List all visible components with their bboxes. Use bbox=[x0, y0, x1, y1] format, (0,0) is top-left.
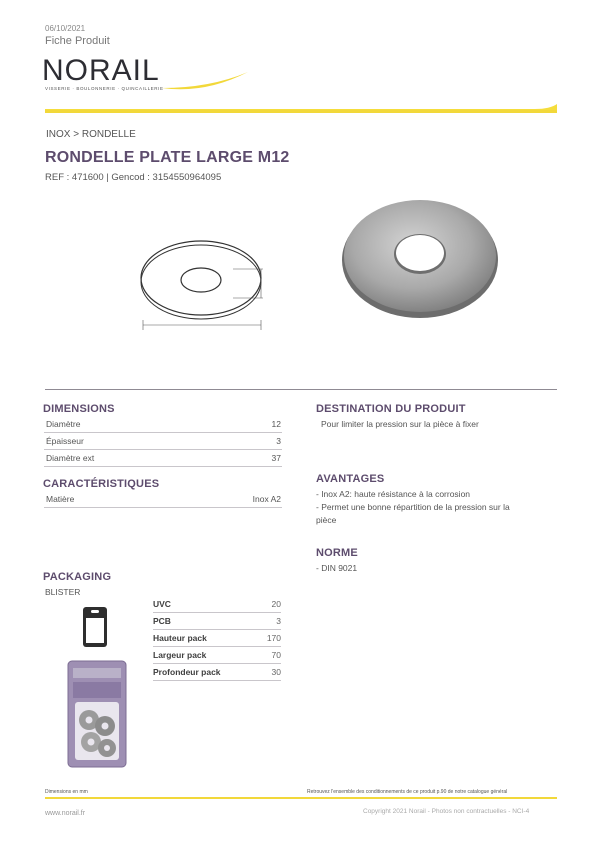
caracteristiques-table bbox=[44, 491, 282, 508]
avantages-title: AVANTAGES bbox=[316, 473, 385, 485]
norme-item: - DIN 9021 bbox=[316, 563, 358, 573]
catalogue-note: Retrouvez l'ensemble des conditionnements de ce produit p.90 de notre catalogue général bbox=[307, 789, 508, 795]
norail-logo bbox=[42, 54, 247, 98]
norme-title: NORME bbox=[316, 547, 358, 559]
packaging-row-profondeur bbox=[153, 664, 281, 681]
dimensions-note: Dimensions en mm bbox=[45, 789, 88, 795]
avantage-item-1: - Inox A2: haute résistance à la corrosion bbox=[316, 489, 471, 499]
dimension-row-epaisseur bbox=[44, 433, 282, 450]
packaging-row-pcb bbox=[153, 613, 281, 630]
row-value: 3 bbox=[276, 436, 281, 446]
header-accent-bar bbox=[45, 104, 557, 113]
caracteristique-row-matiere bbox=[44, 491, 282, 508]
packaging-title: PACKAGING bbox=[43, 571, 112, 583]
row-label: Diamètre bbox=[46, 419, 81, 429]
copyright-text: Copyright 2021 Norail - Photos non contractuelles - NCI-4 bbox=[363, 808, 530, 815]
row-label: Profondeur pack bbox=[153, 667, 221, 677]
section-divider bbox=[45, 389, 557, 390]
product-title: RONDELLE PLATE LARGE M12 bbox=[45, 149, 290, 166]
row-value: 12 bbox=[271, 419, 281, 429]
logo-wordmark: NORAIL bbox=[42, 54, 160, 87]
breadcrumb: INOX > RONDELLE bbox=[46, 129, 136, 140]
website-link[interactable]: www.norail.fr bbox=[45, 810, 86, 817]
packaging-table bbox=[153, 596, 281, 681]
row-value: 37 bbox=[271, 453, 281, 463]
destination-title: DESTINATION DU PRODUIT bbox=[316, 403, 466, 415]
blister-pack-icon bbox=[82, 606, 108, 648]
row-value: Inox A2 bbox=[252, 494, 281, 504]
packaging-row-hauteur bbox=[153, 630, 281, 647]
row-value: 70 bbox=[271, 650, 281, 660]
row-value: 3 bbox=[276, 616, 281, 626]
row-value: 30 bbox=[271, 667, 281, 677]
destination-text: Pour limiter la pression sur la pièce à fixer bbox=[321, 419, 479, 429]
packaging-row-uvc bbox=[153, 596, 281, 613]
footer-accent-line bbox=[45, 797, 557, 799]
packaging-row-largeur bbox=[153, 647, 281, 664]
caracteristiques-title: CARACTÉRISTIQUES bbox=[43, 478, 160, 490]
blister-package-photo bbox=[67, 660, 127, 768]
product-reference: REF : 471600 | Gencod : 3154550964095 bbox=[45, 172, 222, 183]
document-date: 06/10/2021 bbox=[45, 24, 86, 33]
row-label: Diamètre ext bbox=[46, 453, 95, 463]
row-value: 20 bbox=[271, 599, 281, 609]
row-label: PCB bbox=[153, 616, 171, 626]
washer-photo bbox=[340, 196, 500, 320]
packaging-type: BLISTER bbox=[45, 587, 81, 597]
dimensions-table bbox=[44, 416, 282, 467]
row-label: UVC bbox=[153, 599, 171, 609]
dimension-row-diametre bbox=[44, 416, 282, 433]
row-label: Épaisseur bbox=[46, 436, 84, 446]
dimension-row-diametre-ext bbox=[44, 450, 282, 467]
avantage-item-2-cont: pièce bbox=[316, 515, 337, 525]
row-label: Largeur pack bbox=[153, 650, 207, 660]
logo-swoosh-icon bbox=[160, 66, 250, 94]
dimensions-title: DIMENSIONS bbox=[43, 403, 115, 415]
row-label: Matière bbox=[46, 494, 75, 504]
document-type: Fiche Produit bbox=[45, 35, 110, 47]
row-label: Hauteur pack bbox=[153, 633, 207, 643]
logo-tagline: VISSERIE · BOULONNERIE · QUINCAILLERIE bbox=[45, 86, 164, 91]
avantage-item-2: - Permet une bonne répartition de la pression sur la bbox=[316, 502, 510, 512]
row-value: 170 bbox=[266, 633, 281, 643]
washer-technical-drawing bbox=[135, 230, 275, 345]
